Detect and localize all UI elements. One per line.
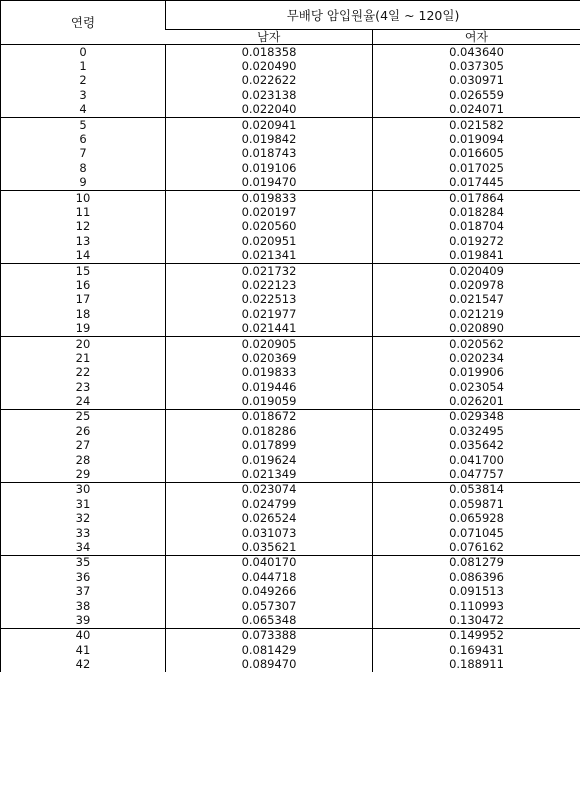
male-rate-cell: 0.057307 — [166, 599, 373, 613]
female-rate-cell: 0.017025 — [373, 161, 580, 175]
male-rate-cell: 0.020951 — [166, 234, 373, 248]
female-rate-cell: 0.020234 — [373, 351, 580, 365]
table-row — [1, 103, 580, 118]
table-row — [1, 526, 580, 540]
table-row — [1, 132, 580, 146]
male-rate-cell: 0.020941 — [166, 117, 373, 132]
female-rate-cell: 0.091513 — [373, 584, 580, 598]
male-rate-cell: 0.035621 — [166, 540, 373, 555]
age-cell: 3 — [79, 88, 87, 102]
male-rate-cell: 0.021441 — [166, 321, 373, 336]
table-body — [1, 45, 580, 672]
female-rate-cell: 0.018284 — [373, 205, 580, 219]
age-cell: 39 — [75, 613, 91, 627]
male-rate-cell: 0.018286 — [166, 424, 373, 438]
male-rate-cell: 0.023138 — [166, 88, 373, 102]
male-rate-cell: 0.020490 — [166, 59, 373, 73]
male-rate-cell: 0.031073 — [166, 526, 373, 540]
male-rate-cell: 0.018358 — [166, 45, 373, 60]
age-cell: 33 — [75, 525, 91, 540]
female-rate-cell: 0.188911 — [373, 657, 580, 671]
table-row — [1, 482, 580, 497]
age-cell: 6 — [79, 132, 87, 147]
female-rate-cell: 0.024071 — [373, 103, 580, 118]
table-row — [1, 59, 580, 73]
female-rate-cell: 0.110993 — [373, 599, 580, 613]
female-rate-cell: 0.053814 — [373, 482, 580, 497]
female-rate-cell: 0.019906 — [373, 366, 580, 380]
table-row — [1, 643, 580, 657]
female-rate-cell: 0.130472 — [373, 613, 580, 628]
female-rate-cell: 0.021219 — [373, 307, 580, 321]
table-row — [1, 439, 580, 453]
table-row — [1, 584, 580, 598]
age-cell: 2 — [79, 73, 87, 88]
female-rate-cell: 0.020409 — [373, 263, 580, 278]
male-rate-cell: 0.019833 — [166, 366, 373, 380]
female-rate-cell: 0.016605 — [373, 147, 580, 161]
female-rate-cell: 0.020978 — [373, 278, 580, 292]
age-cell: 32 — [75, 511, 91, 526]
female-rate-cell: 0.018704 — [373, 220, 580, 234]
male-rate-cell: 0.020905 — [166, 336, 373, 351]
male-rate-cell: 0.021349 — [166, 467, 373, 482]
table-row — [1, 366, 580, 380]
male-rate-cell: 0.065348 — [166, 613, 373, 628]
age-cell: 18 — [75, 307, 91, 321]
female-rate-cell: 0.017445 — [373, 176, 580, 191]
table-row — [1, 293, 580, 307]
female-rate-cell: 0.017864 — [373, 190, 580, 205]
female-rate-cell: 0.037305 — [373, 59, 580, 73]
table-row — [1, 409, 580, 424]
male-rate-cell: 0.089470 — [166, 657, 373, 671]
age-cell: 4 — [79, 102, 87, 117]
female-rate-cell: 0.019272 — [373, 234, 580, 248]
male-rate-cell: 0.020197 — [166, 205, 373, 219]
male-rate-cell: 0.022040 — [166, 103, 373, 118]
table-row — [1, 147, 580, 161]
age-cell: 21 — [75, 351, 91, 365]
age-cell: 15 — [1, 263, 166, 278]
male-rate-cell: 0.081429 — [166, 643, 373, 657]
age-cell: 31 — [75, 497, 91, 511]
age-cell: 11 — [75, 205, 91, 219]
male-rate-cell: 0.021977 — [166, 307, 373, 321]
age-cell: 20 — [1, 336, 166, 351]
table-row — [1, 88, 580, 102]
age-cell: 19 — [75, 321, 91, 336]
table-row — [1, 321, 580, 336]
age-cell: 17 — [75, 292, 91, 307]
male-rate-cell: 0.020560 — [166, 220, 373, 234]
female-rate-cell: 0.065928 — [373, 512, 580, 526]
male-rate-cell: 0.049266 — [166, 584, 373, 598]
male-rate-cell: 0.019446 — [166, 380, 373, 394]
age-column-header: 연령 — [1, 1, 166, 45]
age-cell: 36 — [75, 570, 91, 584]
female-rate-cell: 0.020890 — [373, 321, 580, 336]
age-cell: 41 — [75, 643, 91, 657]
age-cell: 13 — [75, 234, 91, 248]
male-column-header: 남자 — [166, 30, 373, 45]
male-rate-cell: 0.017899 — [166, 439, 373, 453]
table-row — [1, 190, 580, 205]
female-rate-cell: 0.149952 — [373, 628, 580, 643]
table-row — [1, 117, 580, 132]
male-rate-cell: 0.044718 — [166, 570, 373, 584]
table-row — [1, 176, 580, 191]
table-row — [1, 613, 580, 628]
female-rate-cell: 0.019841 — [373, 248, 580, 263]
age-cell: 10 — [1, 190, 166, 205]
age-cell: 40 — [1, 628, 166, 643]
male-rate-cell: 0.022513 — [166, 293, 373, 307]
table-row — [1, 351, 580, 365]
age-cell: 37 — [75, 584, 91, 599]
male-rate-cell: 0.019059 — [166, 394, 373, 409]
age-cell: 27 — [75, 438, 91, 453]
table-row — [1, 263, 580, 278]
table-header — [1, 1, 580, 45]
female-rate-cell: 0.081279 — [373, 555, 580, 570]
female-rate-cell: 0.059871 — [373, 497, 580, 511]
table-row — [1, 336, 580, 351]
male-rate-cell: 0.019624 — [166, 453, 373, 467]
male-rate-cell: 0.022622 — [166, 74, 373, 88]
age-cell: 0 — [79, 44, 87, 59]
female-rate-cell: 0.020562 — [373, 336, 580, 351]
age-cell: 5 — [1, 117, 166, 132]
age-cell: 34 — [75, 540, 91, 554]
table-row — [1, 380, 580, 394]
table-row — [1, 424, 580, 438]
table-row — [1, 453, 580, 467]
male-rate-cell: 0.024799 — [166, 497, 373, 511]
age-cell: 8 — [79, 161, 87, 175]
female-rate-cell: 0.026201 — [373, 394, 580, 409]
table-row — [1, 45, 580, 60]
table-row — [1, 307, 580, 321]
male-rate-cell: 0.019842 — [166, 132, 373, 146]
table-row — [1, 657, 580, 671]
male-rate-cell: 0.018672 — [166, 409, 373, 424]
male-rate-cell: 0.026524 — [166, 512, 373, 526]
male-rate-cell: 0.020369 — [166, 351, 373, 365]
female-rate-cell: 0.021582 — [373, 117, 580, 132]
female-rate-cell: 0.071045 — [373, 526, 580, 540]
male-rate-cell: 0.021732 — [166, 263, 373, 278]
female-rate-cell: 0.030971 — [373, 74, 580, 88]
male-rate-cell: 0.040170 — [166, 555, 373, 570]
female-rate-cell: 0.041700 — [373, 453, 580, 467]
female-rate-cell: 0.047757 — [373, 467, 580, 482]
age-cell: 16 — [75, 278, 91, 292]
male-rate-cell: 0.073388 — [166, 628, 373, 643]
table-row — [1, 570, 580, 584]
age-cell: 24 — [75, 394, 91, 409]
age-cell: 42 — [75, 657, 91, 672]
table-row — [1, 497, 580, 511]
table-row — [1, 467, 580, 482]
age-cell: 9 — [79, 175, 87, 190]
female-rate-cell: 0.019094 — [373, 132, 580, 146]
table-row — [1, 512, 580, 526]
female-rate-cell: 0.169431 — [373, 643, 580, 657]
male-rate-cell: 0.019106 — [166, 161, 373, 175]
table-row — [1, 599, 580, 613]
male-rate-cell: 0.019833 — [166, 190, 373, 205]
age-cell: 28 — [75, 452, 91, 467]
age-cell: 38 — [75, 598, 91, 613]
age-cell: 35 — [1, 555, 166, 570]
age-cell: 26 — [75, 424, 91, 438]
table-row — [1, 234, 580, 248]
male-rate-cell: 0.023074 — [166, 482, 373, 497]
table-row — [1, 248, 580, 263]
age-cell: 14 — [75, 248, 91, 263]
female-rate-cell: 0.035642 — [373, 439, 580, 453]
female-rate-cell: 0.032495 — [373, 424, 580, 438]
female-rate-cell: 0.021547 — [373, 293, 580, 307]
age-cell: 1 — [79, 59, 87, 74]
table-row — [1, 555, 580, 570]
table-row — [1, 220, 580, 234]
age-cell: 25 — [1, 409, 166, 424]
rate-title-header: 무배당 암입원율(4일 ~ 120일) — [166, 1, 580, 30]
table-row — [1, 278, 580, 292]
age-cell: 7 — [79, 146, 87, 161]
age-cell: 30 — [1, 482, 166, 497]
female-rate-cell: 0.086396 — [373, 570, 580, 584]
female-rate-cell: 0.043640 — [373, 45, 580, 60]
female-rate-cell: 0.076162 — [373, 540, 580, 555]
table-row — [1, 161, 580, 175]
table-row — [1, 540, 580, 555]
table-row — [1, 74, 580, 88]
female-rate-cell: 0.023054 — [373, 380, 580, 394]
age-cell: 22 — [75, 365, 91, 380]
age-cell: 23 — [75, 379, 91, 394]
female-column-header: 여자 — [373, 30, 580, 45]
female-rate-cell: 0.029348 — [373, 409, 580, 424]
male-rate-cell: 0.022123 — [166, 278, 373, 292]
male-rate-cell: 0.019470 — [166, 176, 373, 191]
age-cell: 29 — [75, 467, 91, 482]
male-rate-cell: 0.018743 — [166, 147, 373, 161]
female-rate-cell: 0.026559 — [373, 88, 580, 102]
table-row — [1, 205, 580, 219]
table-row — [1, 628, 580, 643]
table-row — [1, 394, 580, 409]
male-rate-cell: 0.021341 — [166, 248, 373, 263]
age-cell: 12 — [75, 219, 91, 234]
